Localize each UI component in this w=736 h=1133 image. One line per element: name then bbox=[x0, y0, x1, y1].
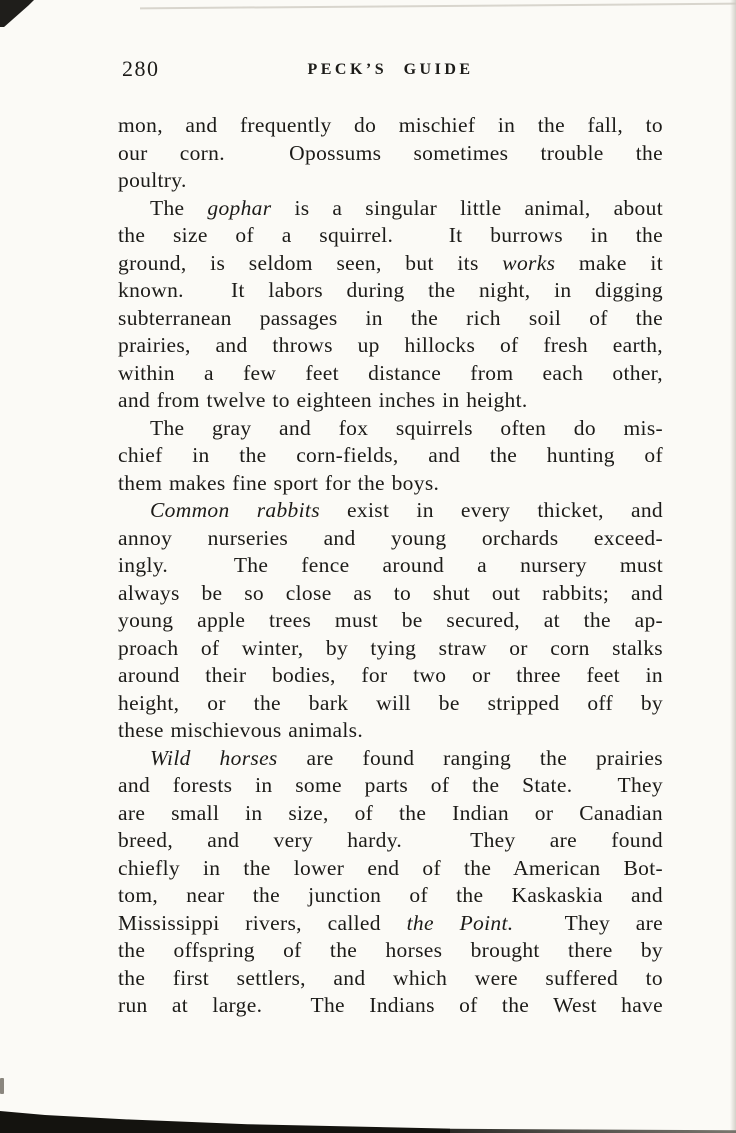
scan-artifact-bottom-right-edge bbox=[450, 1127, 736, 1133]
paragraph bbox=[118, 415, 663, 498]
text-line bbox=[118, 910, 663, 938]
text-line bbox=[118, 827, 663, 855]
text-line bbox=[118, 332, 663, 360]
text-run: The gray and fox squirrels often do mis- bbox=[150, 415, 663, 440]
text-run: run at large. The Indians of the West have bbox=[118, 993, 663, 1017]
text-run: the offspring of the horses brought there by bbox=[118, 938, 663, 962]
scan-artifact-bottom-edge bbox=[0, 1111, 450, 1133]
text-line bbox=[118, 937, 663, 965]
text-line bbox=[118, 112, 663, 140]
italic-text: Wild horses bbox=[150, 745, 278, 770]
text-run: proach of winter, by tying straw or corn stalks bbox=[118, 635, 663, 660]
scan-artifact-top-left-corner bbox=[0, 0, 34, 27]
text-line bbox=[118, 717, 663, 745]
text-line bbox=[118, 140, 663, 168]
text-line bbox=[118, 745, 663, 773]
paragraph bbox=[118, 195, 663, 415]
text-line bbox=[118, 635, 663, 663]
text-line bbox=[118, 387, 663, 415]
text-run: Mississippi rivers, called bbox=[118, 910, 407, 935]
text-run: breed, and very hardy. They are found bbox=[118, 828, 663, 852]
text-run: poultry. bbox=[118, 168, 187, 192]
text-run: tom, near the junction of the Kaskaskia and bbox=[118, 883, 663, 907]
text-line bbox=[118, 690, 663, 718]
text-line bbox=[118, 415, 663, 443]
text-run: make it bbox=[555, 250, 663, 275]
text-run: the first settlers, and which were suffered to bbox=[118, 965, 663, 990]
italic-text: Common rabbits bbox=[150, 498, 320, 522]
text-run: annoy nurseries and young orchards exceed- bbox=[118, 525, 663, 550]
text-line bbox=[118, 525, 663, 553]
text-line bbox=[118, 195, 663, 223]
text-line bbox=[118, 222, 663, 250]
text-line bbox=[118, 305, 663, 333]
scan-artifact-left-edge-mark bbox=[0, 1078, 4, 1094]
text-line bbox=[118, 580, 663, 608]
text-line bbox=[118, 167, 663, 195]
text-run: young apple trees must be secured, at the ap- bbox=[118, 608, 663, 632]
paragraph bbox=[118, 497, 663, 745]
text-run: They are bbox=[513, 910, 664, 935]
italic-text: gophar bbox=[207, 195, 272, 220]
text-run: are found ranging the prairies bbox=[277, 745, 663, 770]
running-head: PECK’S GUIDE bbox=[307, 61, 474, 78]
scan-artifact-right-edge-shadow bbox=[730, 0, 736, 1133]
text-line bbox=[118, 360, 663, 388]
text-run: always be so close as to shut out rabbits; and bbox=[118, 580, 663, 605]
text-run: height, or the bark will be stripped off by bbox=[118, 690, 663, 715]
text-run: and from twelve to eighteen inches in height. bbox=[118, 388, 528, 412]
text-run: within a few feet distance from each other, bbox=[118, 360, 663, 385]
text-run: is a singular little animal, about bbox=[271, 195, 663, 220]
text-run: subterranean passages in the rich soil of the bbox=[118, 305, 663, 330]
text-run: them makes fine sport for the boys. bbox=[118, 470, 440, 495]
text-line bbox=[118, 965, 663, 993]
text-run: the size of a squirrel. It burrows in the bbox=[118, 223, 663, 247]
text-run: these mischievous animals. bbox=[118, 718, 364, 742]
text-line bbox=[118, 882, 663, 910]
text-run: chief in the corn-fields, and the hunting of bbox=[118, 443, 663, 467]
text-run: The bbox=[150, 195, 208, 220]
page-header bbox=[118, 56, 663, 86]
paragraph bbox=[118, 745, 663, 1020]
text-run: ground, is seldom seen, but its bbox=[118, 250, 503, 275]
text-line bbox=[118, 470, 663, 498]
page-number: 280 bbox=[122, 56, 160, 81]
text-run: our corn. Opossums sometimes trouble the bbox=[118, 140, 663, 165]
text-run: chiefly in the lower end of the American Bot- bbox=[118, 855, 663, 880]
text-line bbox=[118, 992, 663, 1020]
text-run: prairies, and throws up hillocks of fresh earth, bbox=[118, 333, 663, 357]
italic-text: works bbox=[502, 250, 556, 275]
text-run: and forests in some parts of the State. They bbox=[118, 773, 663, 797]
text-run: ingly. The fence around a nursery must bbox=[118, 553, 663, 577]
text-run: are small in size, of the Indian or Canadian bbox=[118, 800, 663, 825]
text-run: around their bodies, for two or three feet in bbox=[118, 663, 663, 687]
text-line bbox=[118, 277, 663, 305]
text-line bbox=[118, 497, 663, 525]
text-line bbox=[118, 855, 663, 883]
text-line bbox=[118, 662, 663, 690]
text-line bbox=[118, 607, 663, 635]
text-line bbox=[118, 772, 663, 800]
text-run: mon, and frequently do mischief in the fall, to bbox=[118, 113, 663, 137]
italic-text: the Point. bbox=[406, 910, 514, 935]
text-line bbox=[118, 800, 663, 828]
text-block bbox=[118, 112, 663, 1020]
scan-artifact-top-edge-line bbox=[140, 3, 736, 9]
paragraph bbox=[118, 112, 663, 195]
text-run: exist in every thicket, and bbox=[319, 498, 663, 522]
text-line bbox=[118, 250, 663, 278]
text-run: known. It labors during the night, in digging bbox=[118, 278, 663, 302]
text-line bbox=[118, 552, 663, 580]
text-line bbox=[118, 442, 663, 470]
